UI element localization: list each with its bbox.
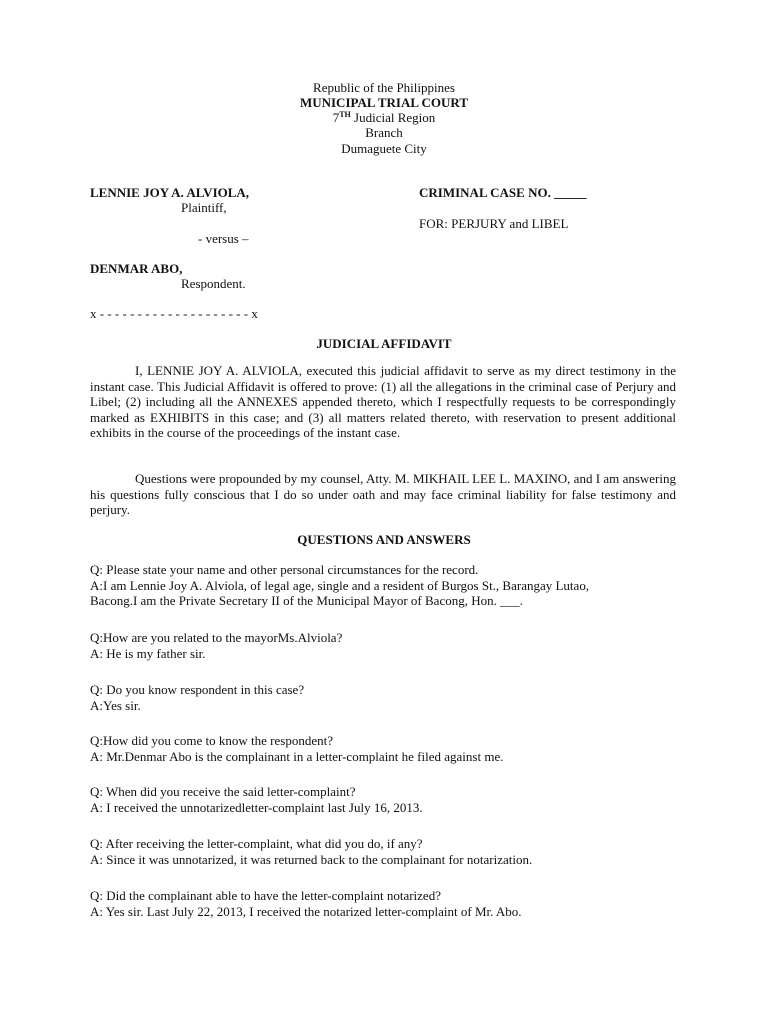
plaintiff-role: Plaintiff, [181, 200, 227, 215]
plaintiff-name: LENNIE JOY A. ALVIOLA, [90, 185, 250, 200]
region-number: 7 [332, 110, 340, 125]
qa-item [90, 733, 690, 764]
question: Q: Please state your name and other personal circumstances for the record. [90, 562, 479, 577]
answer: A: Since it was unnotarized, it was returned back to the complainant for notarization. [90, 851, 533, 867]
answer: A: Mr.Denmar Abo is the complainant in a letter-complaint he filed against me. [90, 748, 504, 764]
affidavit-title: JUDICIAL AFFIDAVIT [316, 336, 452, 351]
versus-line: - versus – [198, 231, 249, 246]
qa-item [90, 682, 690, 713]
charge-line: FOR: PERJURY and LIBEL [419, 216, 569, 231]
qa-item [90, 562, 690, 609]
answer: A: Yes sir. Last July 22, 2013, I received the notarized letter-complaint of Mr. Abo. [90, 903, 522, 919]
region-ordinal: TH [339, 110, 351, 119]
question: Q: Do you know respondent in this case? [90, 682, 305, 697]
respondent-name: DENMAR ABO, [90, 261, 183, 276]
answer-continued: Bacong.I am the Private Secretary II of the Municipal Mayor of Bacong, Hon. ___. [90, 593, 523, 608]
qa-item [90, 888, 690, 919]
region-text: Judicial Region [350, 110, 436, 125]
qa-item [90, 836, 690, 867]
intro-paragraph: I, LENNIE JOY A. ALVIOLA, executed this judicial affidavit to serve as my direct testimony in the instant case. This Judicial Affidavit is offered to prove: (1) all the allegations in the criminal case of Perjury and Libel; (2) including all the ANNEXES appended thereto, which I respectfully requests to be correspondingly marked as EXHIBITS in this case; and (3) all matters related thereto, with reservation to present additional exhibits in the course of the proceedings of the instant case. [90, 363, 676, 440]
question: Q:How are you related to the mayorMs.Alviola? [90, 630, 343, 645]
qa-title: QUESTIONS AND ANSWERS [297, 532, 471, 547]
case-number: CRIMINAL CASE NO. _____ [419, 185, 587, 200]
judicial-region [0, 110, 768, 125]
answer: A: I received the unnotarizedletter-complaint last July 16, 2013. [90, 799, 423, 815]
question: Q:How did you come to know the respondent? [90, 733, 333, 748]
answer: A: He is my father sir. [90, 645, 206, 661]
question: Q: When did you receive the said letter-complaint? [90, 784, 356, 799]
republic-line: Republic of the Philippines [313, 80, 455, 95]
answer: A:I am Lennie Joy A. Alviola, of legal age, single and a resident of Burgos St., Barangay Lutao, [90, 577, 590, 593]
respondent-role: Respondent. [181, 276, 246, 291]
qa-item [90, 630, 690, 661]
city-line: Dumaguete City [341, 141, 427, 156]
question: Q: After receiving the letter-complaint, what did you do, if any? [90, 836, 423, 851]
qa-item [90, 784, 690, 815]
counsel-paragraph: Questions were propounded by my counsel, Atty. M. MIKHAIL LEE L. MAXINO, and I am answering his questions fully conscious that I do so under oath and may face criminal liability for false testimony and perjury. [90, 471, 676, 517]
question: Q: Did the complainant able to have the letter-complaint notarized? [90, 888, 441, 903]
branch-line: Branch [365, 125, 403, 140]
answer: A:Yes sir. [90, 697, 141, 713]
court-name: MUNICIPAL TRIAL COURT [299, 95, 469, 110]
caption-separator: x - - - - - - - - - - - - - - - - - - - - x [90, 306, 258, 321]
